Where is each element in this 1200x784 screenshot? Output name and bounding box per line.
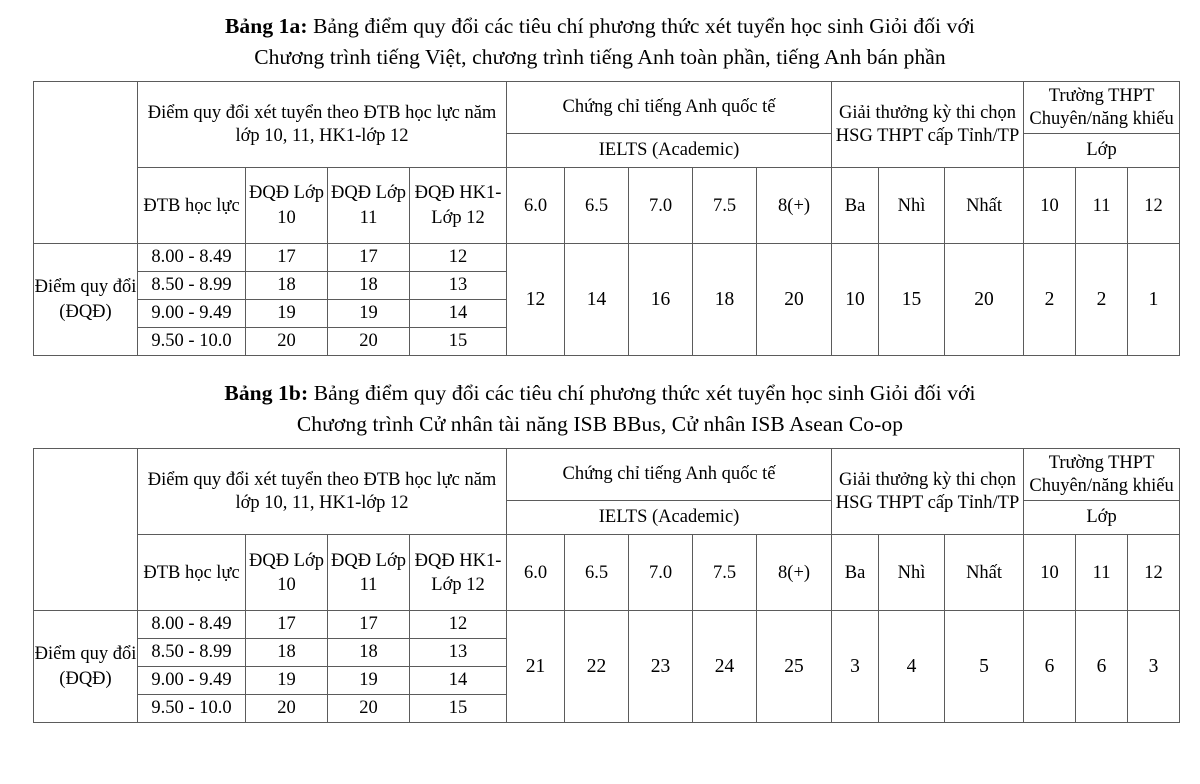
table-1b-dqd10-3: 20 xyxy=(246,695,328,723)
table-1a-dqd10-1: 18 xyxy=(246,272,328,300)
table-1a-col-gpa: ĐTB học lực xyxy=(138,168,246,244)
table-1b-col-dqd10: ĐQĐ Lớp 10 xyxy=(246,535,328,611)
table-1a-group-english-header: Chứng chỉ tiếng Anh quốc tế xyxy=(507,82,832,134)
table-1a-col-award-0: Ba xyxy=(832,168,879,244)
table-1b-col-school-1: 11 xyxy=(1076,535,1128,611)
table-1a-caption-line1: Bảng điểm quy đổi các tiêu chí phương thức xét tuyển học sinh Giỏi đối với xyxy=(307,14,976,38)
table-1b-gpa-range-3: 9.50 - 10.0 xyxy=(138,695,246,723)
table-1b-dqd11-2: 19 xyxy=(328,667,410,695)
table-1b-dqdhk1-3: 15 xyxy=(410,695,507,723)
table-1a-award-value-0: 10 xyxy=(832,244,879,356)
table-1b-ielts-value-4: 25 xyxy=(757,611,832,723)
table-1b-school-value-2: 3 xyxy=(1128,611,1180,723)
table-1b-col-award-0: Ba xyxy=(832,535,879,611)
table-1a-col-school-1: 11 xyxy=(1076,168,1128,244)
table-1a-col-ielts-2: 7.0 xyxy=(629,168,693,244)
table-1a-col-school-2: 12 xyxy=(1128,168,1180,244)
table-1a-row-label: Điểm quy đổi (ĐQĐ) xyxy=(34,244,138,356)
table-1a-dqdhk1-0: 12 xyxy=(410,244,507,272)
table-1a-dqd10-3: 20 xyxy=(246,328,328,356)
table-1b-award-value-0: 3 xyxy=(832,611,879,723)
table-1a-gpa-range-0: 8.00 - 8.49 xyxy=(138,244,246,272)
table-1a-col-dqd11: ĐQĐ Lớp 11 xyxy=(328,168,410,244)
table-1b-col-award-2: Nhất xyxy=(945,535,1024,611)
table-1b-gpa-range-0: 8.00 - 8.49 xyxy=(138,611,246,639)
table-1a-school-subheader: Lớp xyxy=(1024,134,1180,168)
table-1b-ielts-value-0: 21 xyxy=(507,611,565,723)
table-1a-caption-line2: Chương trình tiếng Việt, chương trình tiếng Anh toàn phần, tiếng Anh bán phần xyxy=(254,44,946,69)
table-1a-award-value-2: 20 xyxy=(945,244,1024,356)
table-1a-wrapper xyxy=(0,81,1200,356)
table-1b-group-award-header: Giải thưởng kỳ thi chọn HSG THPT cấp Tỉnh/TP xyxy=(832,449,1024,535)
table-1a-dqd10-0: 17 xyxy=(246,244,328,272)
table-1b-school-value-1: 6 xyxy=(1076,611,1128,723)
table-1b-dqd11-0: 17 xyxy=(328,611,410,639)
table-1b-dqdhk1-1: 13 xyxy=(410,639,507,667)
table-1a-group-gpa-header: Điểm quy đổi xét tuyển theo ĐTB học lực năm lớp 10, 11, HK1-lớp 12 xyxy=(138,82,507,168)
table-1a-col-award-2: Nhất xyxy=(945,168,1024,244)
table-1a-dqd11-1: 18 xyxy=(328,272,410,300)
table-1a-col-ielts-4: 8(+) xyxy=(757,168,832,244)
table-1b-col-dqd11: ĐQĐ Lớp 11 xyxy=(328,535,410,611)
table-1a-gpa-range-2: 9.00 - 9.49 xyxy=(138,300,246,328)
table-1b-group-gpa-header: Điểm quy đổi xét tuyển theo ĐTB học lực năm lớp 10, 11, HK1-lớp 12 xyxy=(138,449,507,535)
table-1a-group-school-header: Trường THPT Chuyên/năng khiếu xyxy=(1024,82,1180,134)
table-1a xyxy=(33,81,1180,356)
table-1b-dqdhk1-0: 12 xyxy=(410,611,507,639)
table-1a-dqdhk1-3: 15 xyxy=(410,328,507,356)
table-1b-dqd10-0: 17 xyxy=(246,611,328,639)
table-row xyxy=(34,611,1180,639)
table-1a-caption-label: Bảng 1a: xyxy=(224,14,308,38)
table-1b-dqdhk1-2: 14 xyxy=(410,667,507,695)
table-1a-ielts-value-1: 14 xyxy=(565,244,629,356)
table-1b-ielts-value-2: 23 xyxy=(629,611,693,723)
table-1b-ielts-value-1: 22 xyxy=(565,611,629,723)
table-1b-col-ielts-1: 6.5 xyxy=(565,535,629,611)
table-1a-gpa-range-1: 8.50 - 8.99 xyxy=(138,272,246,300)
table-1a-ielts-value-3: 18 xyxy=(693,244,757,356)
table-1a-col-dqd10: ĐQĐ Lớp 10 xyxy=(246,168,328,244)
table-1a-dqdhk1-2: 14 xyxy=(410,300,507,328)
table-1b-caption xyxy=(0,356,1200,439)
table-1a-ielts-value-0: 12 xyxy=(507,244,565,356)
table-1a-dqd11-2: 19 xyxy=(328,300,410,328)
table-1b-col-ielts-2: 7.0 xyxy=(629,535,693,611)
table-1a-dqd11-3: 20 xyxy=(328,328,410,356)
table-1a-col-ielts-0: 6.0 xyxy=(507,168,565,244)
table-1a-caption xyxy=(0,0,1200,72)
table-1b-corner-cell xyxy=(34,449,138,611)
table-1a-ielts-value-2: 16 xyxy=(629,244,693,356)
table-1b-col-ielts-3: 7.5 xyxy=(693,535,757,611)
table-1b-gpa-range-2: 9.00 - 9.49 xyxy=(138,667,246,695)
table-1b-caption-line1: Bảng điểm quy đổi các tiêu chí phương thức xét tuyển học sinh Giỏi đối với xyxy=(308,381,976,406)
table-1a-dqd11-0: 17 xyxy=(328,244,410,272)
table-1a-col-ielts-1: 6.5 xyxy=(565,168,629,244)
table-1b-dqd11-1: 18 xyxy=(328,639,410,667)
table-1a-col-award-1: Nhì xyxy=(879,168,945,244)
table-1b xyxy=(33,448,1180,723)
table-1b-col-ielts-0: 6.0 xyxy=(507,535,565,611)
table-1a-school-value-2: 1 xyxy=(1128,244,1180,356)
table-row xyxy=(34,244,1180,272)
table-1b-ielts-value-3: 24 xyxy=(693,611,757,723)
table-1a-award-value-1: 15 xyxy=(879,244,945,356)
table-1b-ielts-subheader: IELTS (Academic) xyxy=(507,501,832,535)
table-1a-school-value-1: 2 xyxy=(1076,244,1128,356)
table-1b-caption-line2: Chương trình Cử nhân tài năng ISB BBus, Cử nhân ISB Asean Co-op xyxy=(296,411,904,436)
table-1a-group-award-header: Giải thưởng kỳ thi chọn HSG THPT cấp Tỉnh/TP xyxy=(832,82,1024,168)
table-1b-dqd11-3: 20 xyxy=(328,695,410,723)
table-1b-col-gpa: ĐTB học lực xyxy=(138,535,246,611)
table-1b-col-award-1: Nhì xyxy=(879,535,945,611)
table-1b-wrapper xyxy=(0,448,1200,723)
table-1a-school-value-0: 2 xyxy=(1024,244,1076,356)
table-1a-dqd10-2: 19 xyxy=(246,300,328,328)
table-1a-col-dqd-hk1: ĐQĐ HK1-Lớp 12 xyxy=(410,168,507,244)
table-1a-dqdhk1-1: 13 xyxy=(410,272,507,300)
table-1b-school-value-0: 6 xyxy=(1024,611,1076,723)
table-1b-col-school-2: 12 xyxy=(1128,535,1180,611)
table-1b-dqd10-1: 18 xyxy=(246,639,328,667)
table-1b-school-subheader: Lớp xyxy=(1024,501,1180,535)
table-1a-col-school-0: 10 xyxy=(1024,168,1076,244)
table-1a-ielts-subheader: IELTS (Academic) xyxy=(507,134,832,168)
table-1a-corner-cell xyxy=(34,82,138,244)
table-1b-group-english-header: Chứng chỉ tiếng Anh quốc tế xyxy=(507,449,832,501)
table-1b-col-school-0: 10 xyxy=(1024,535,1076,611)
table-1a-ielts-value-4: 20 xyxy=(757,244,832,356)
table-1b-award-value-1: 4 xyxy=(879,611,945,723)
table-1b-row-label: Điểm quy đổi (ĐQĐ) xyxy=(34,611,138,723)
table-1a-gpa-range-3: 9.50 - 10.0 xyxy=(138,328,246,356)
table-1b-caption-label: Bảng 1b: xyxy=(224,381,309,406)
table-1b-award-value-2: 5 xyxy=(945,611,1024,723)
table-1b-group-school-header: Trường THPT Chuyên/năng khiếu xyxy=(1024,449,1180,501)
table-1b-col-dqd-hk1: ĐQĐ HK1-Lớp 12 xyxy=(410,535,507,611)
table-1b-col-ielts-4: 8(+) xyxy=(757,535,832,611)
table-1a-col-ielts-3: 7.5 xyxy=(693,168,757,244)
table-1b-dqd10-2: 19 xyxy=(246,667,328,695)
table-1b-gpa-range-1: 8.50 - 8.99 xyxy=(138,639,246,667)
